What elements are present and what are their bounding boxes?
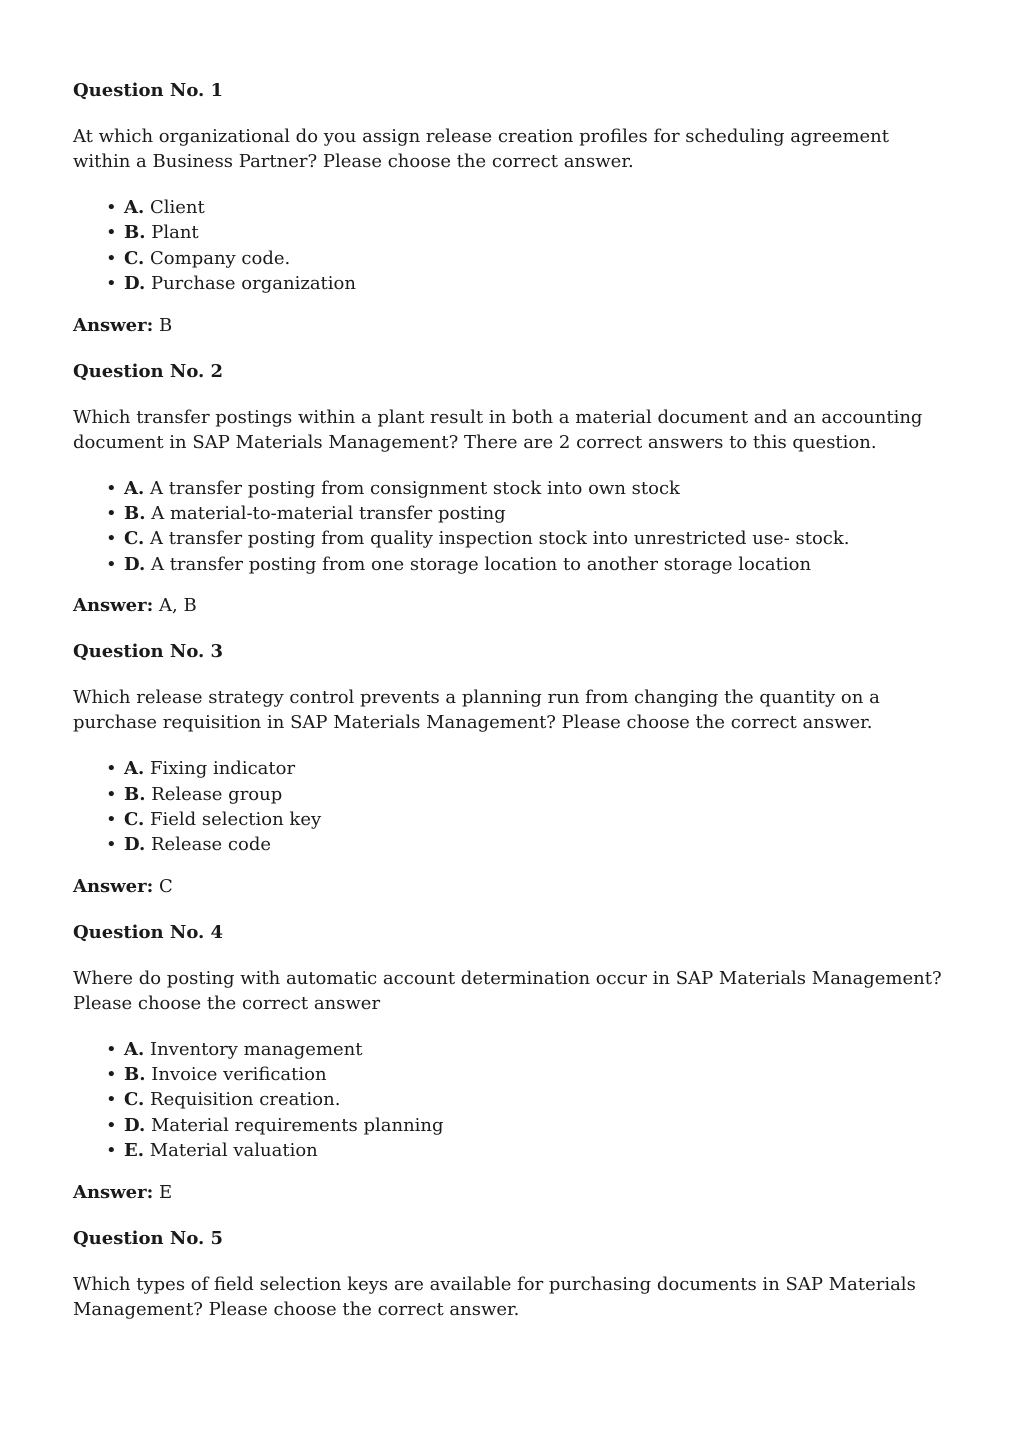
option-letter: B. xyxy=(124,1064,146,1086)
option-text: Material requirements planning xyxy=(150,1114,444,1136)
option-letter: B. xyxy=(124,222,146,244)
option-item xyxy=(106,756,943,781)
question-text: Which transfer postings within a plant result in both a material document and an accounting document in SAP Materials Management? There are 2 correct answers to this question. xyxy=(73,406,923,453)
question-2 xyxy=(73,359,943,619)
option-text: A material-to-material transfer posting xyxy=(151,502,506,524)
question-5 xyxy=(73,1226,943,1322)
answer-line xyxy=(73,313,943,338)
question-3 xyxy=(73,639,943,899)
option-letter: A. xyxy=(124,477,145,499)
option-text: Requisition creation. xyxy=(150,1089,341,1111)
option-item xyxy=(106,526,943,551)
option-text: Material valuation xyxy=(149,1140,318,1162)
answer-label: Answer: xyxy=(73,595,154,617)
option-text: A transfer posting from consignment stock into own stock xyxy=(149,477,680,499)
option-text: Plant xyxy=(151,222,199,244)
question-4 xyxy=(73,920,943,1205)
option-item xyxy=(106,832,943,857)
question-text: Which types of field selection keys are available for purchasing documents in SAP Materials Management? Please choose the correct answer. xyxy=(73,1273,916,1320)
option-item xyxy=(106,271,943,296)
question-text: Where do posting with automatic account determination occur in SAP Materials Management? Please choose the correct answer xyxy=(73,967,942,1014)
option-item xyxy=(106,220,943,245)
option-text: Inventory management xyxy=(149,1038,363,1060)
option-letter: D. xyxy=(124,273,146,295)
option-item xyxy=(106,1037,943,1062)
option-text: Invoice verification xyxy=(151,1064,327,1086)
answer-line xyxy=(73,874,943,899)
question-title: Question No. 3 xyxy=(73,641,224,663)
option-text: Release code xyxy=(150,834,272,856)
answer-label: Answer: xyxy=(73,875,154,897)
option-item xyxy=(106,1138,943,1163)
options-list xyxy=(73,1037,943,1164)
option-text: Company code. xyxy=(150,247,291,269)
option-letter: D. xyxy=(124,553,146,575)
options-list xyxy=(73,756,943,858)
option-text: Release group xyxy=(151,783,283,805)
question-1 xyxy=(73,78,943,338)
option-text: A transfer posting from one storage location to another storage location xyxy=(150,553,812,575)
option-text: Field selection key xyxy=(150,808,322,830)
answer-value: A, B xyxy=(159,595,197,617)
option-item xyxy=(106,807,943,832)
answer-value: C xyxy=(159,875,173,897)
option-text: Fixing indicator xyxy=(149,758,296,780)
answer-line xyxy=(73,1180,943,1205)
question-text: Which release strategy control prevents a planning run from changing the quantity on a purchase requisition in SAP Materials Management? Please choose the correct answer. xyxy=(73,687,880,734)
option-letter: C. xyxy=(124,247,145,269)
option-text: A transfer posting from quality inspection stock into unrestricted use- stock. xyxy=(150,528,850,550)
option-item xyxy=(106,1087,943,1112)
option-letter: A. xyxy=(124,758,145,780)
option-text: Client xyxy=(149,197,205,218)
answer-value: E xyxy=(159,1181,173,1203)
option-item xyxy=(106,195,943,220)
option-letter: D. xyxy=(124,1114,146,1136)
answer-label: Answer: xyxy=(73,1181,154,1203)
option-letter: C. xyxy=(124,1089,145,1111)
option-letter: E. xyxy=(124,1140,144,1162)
option-letter: A. xyxy=(124,1038,145,1060)
option-item xyxy=(106,1113,943,1138)
answer-line xyxy=(73,593,943,618)
answer-label: Answer: xyxy=(73,314,154,336)
option-letter: A. xyxy=(124,197,145,218)
question-title: Question No. 1 xyxy=(73,80,224,101)
option-item xyxy=(106,1062,943,1087)
question-title: Question No. 5 xyxy=(73,1227,224,1249)
question-text: At which organizational do you assign release creation profiles for scheduling agreement within a Business Partner? Please choose the correct answer. xyxy=(73,126,890,172)
options-list xyxy=(73,476,943,578)
option-text: Purchase organization xyxy=(150,273,356,295)
option-item xyxy=(106,246,943,271)
question-title: Question No. 2 xyxy=(73,360,224,382)
option-item xyxy=(106,552,943,577)
option-item xyxy=(106,476,943,501)
option-letter: B. xyxy=(124,783,146,805)
answer-value: B xyxy=(159,314,173,336)
option-letter: C. xyxy=(124,808,145,830)
option-item xyxy=(106,782,943,807)
options-list xyxy=(73,195,943,297)
option-letter: D. xyxy=(124,834,146,856)
question-title: Question No. 4 xyxy=(73,921,224,943)
option-item xyxy=(106,501,943,526)
option-letter: C. xyxy=(124,528,145,550)
option-letter: B. xyxy=(124,502,146,524)
